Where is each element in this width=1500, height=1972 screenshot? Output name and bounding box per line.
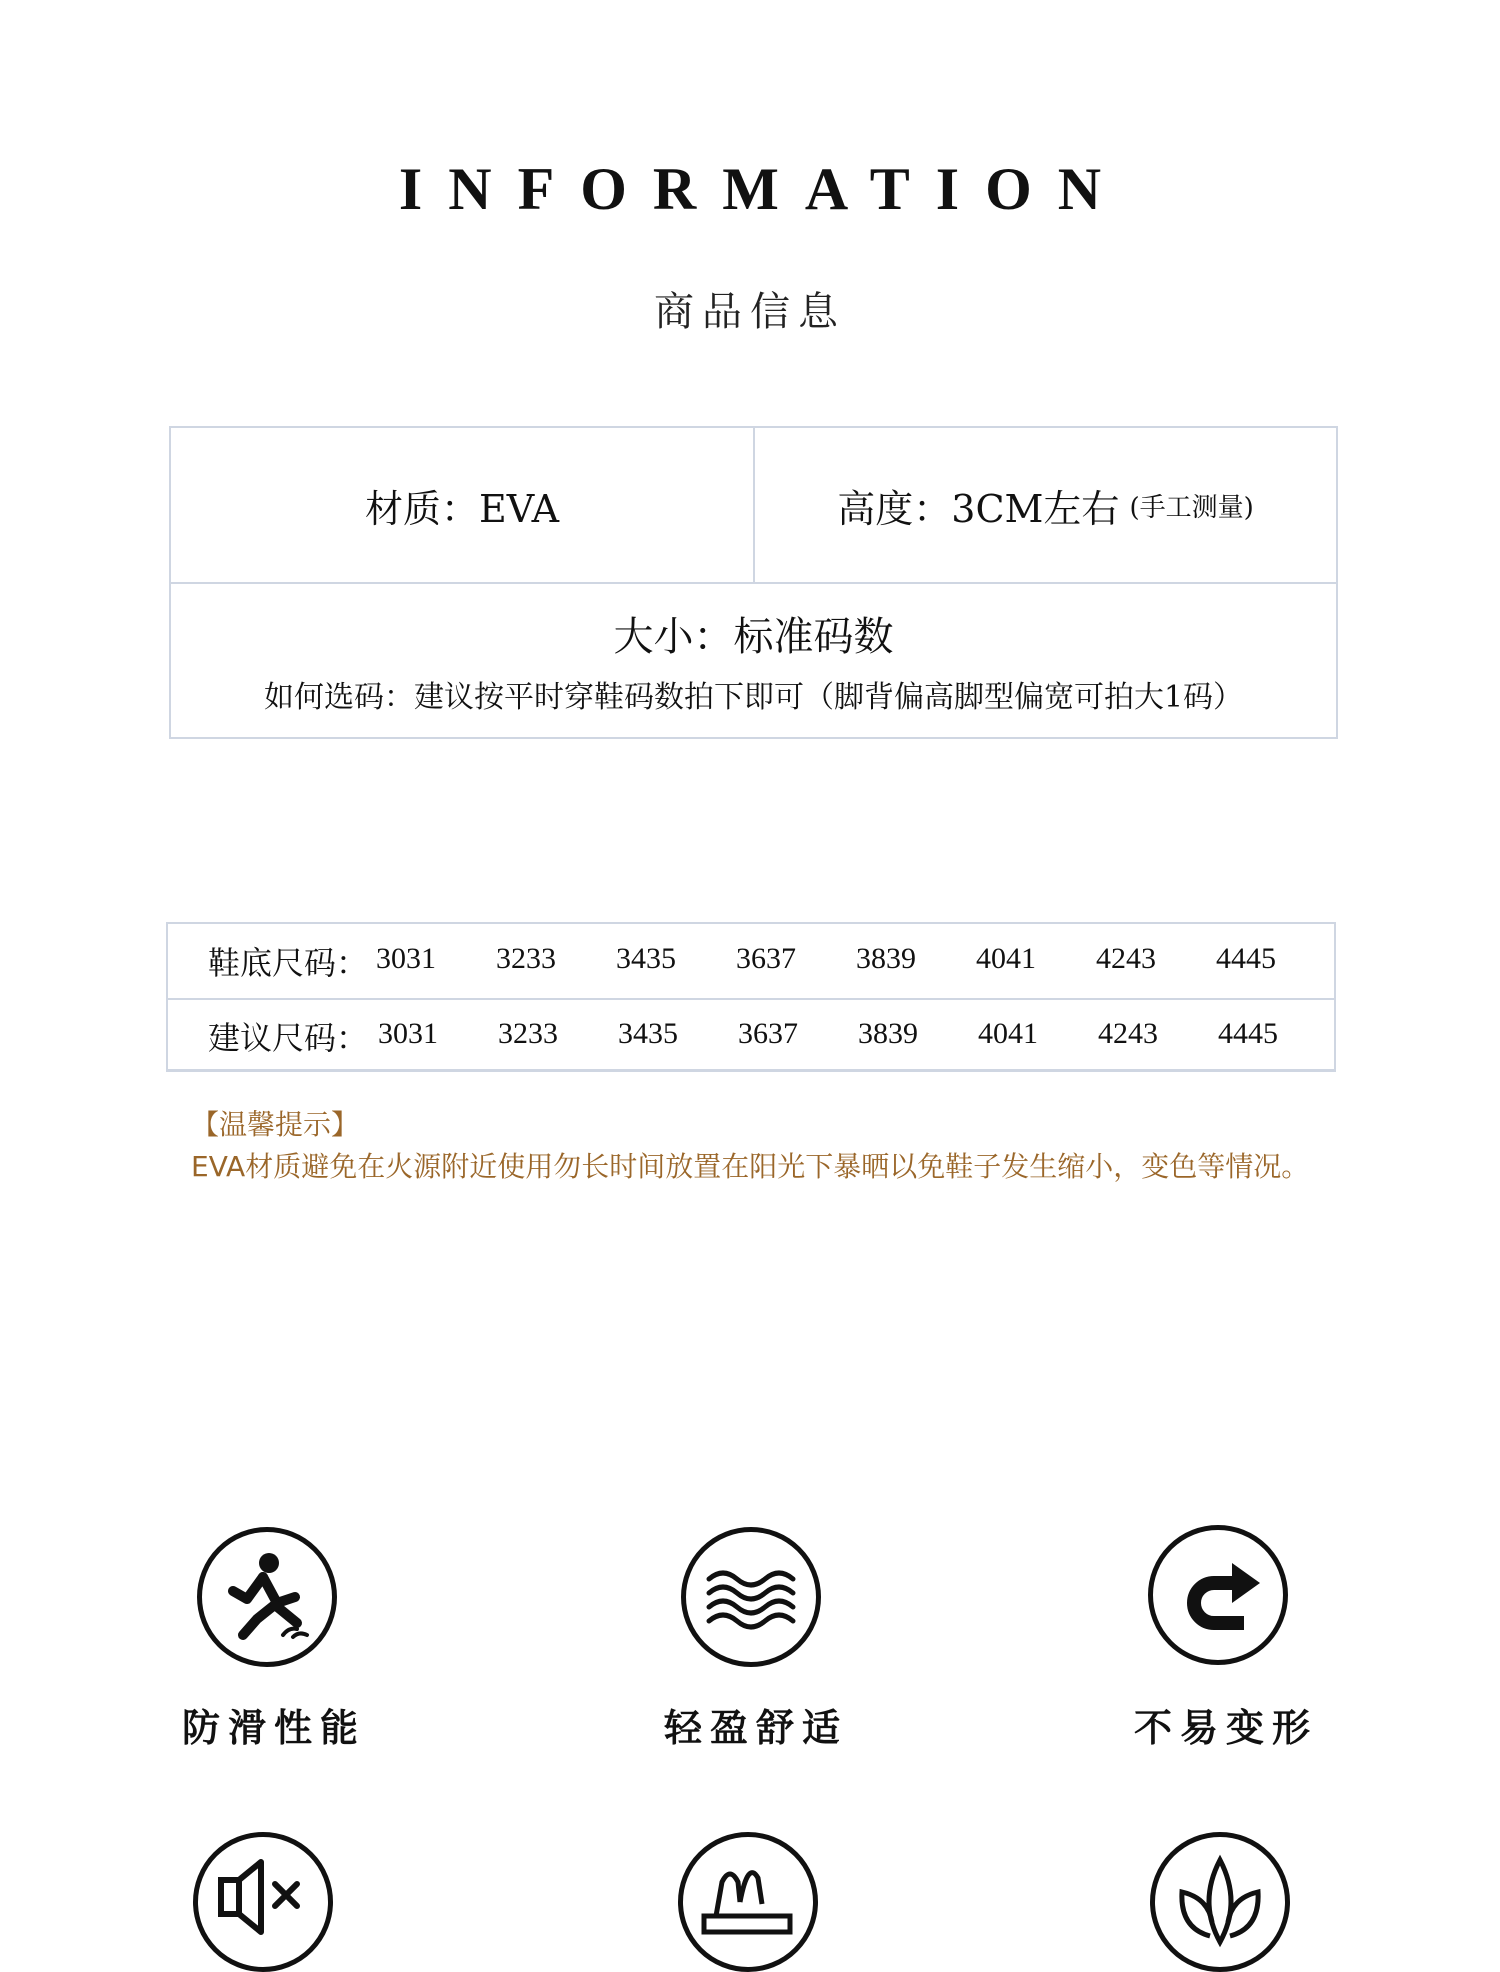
size-cell: 4041 bbox=[976, 942, 1036, 975]
size-cell: 3233 bbox=[496, 942, 556, 975]
size-cell: 3637 bbox=[736, 942, 796, 975]
size-row-recommended bbox=[168, 999, 1334, 1073]
feature-label: 轻盈舒适 bbox=[664, 1706, 849, 1750]
size-cell: 3435 bbox=[616, 942, 676, 975]
size-tip: 如何选码：建议按平时穿鞋码数拍下即可（脚背偏高脚型偏宽可拍大1码） bbox=[263, 680, 1244, 715]
size-cell: 3839 bbox=[856, 942, 916, 975]
material-text: 材质：EVA bbox=[364, 486, 560, 531]
size-cell: 3233 bbox=[498, 1017, 558, 1050]
waves-icon bbox=[681, 1527, 821, 1667]
redo-arrow-icon bbox=[1148, 1525, 1288, 1665]
size-cell bbox=[171, 584, 1336, 737]
size-chart-table bbox=[166, 922, 1336, 1072]
size-cell: 3031 bbox=[378, 1017, 438, 1050]
material-cell bbox=[171, 428, 755, 584]
size-cell: 3839 bbox=[858, 1017, 918, 1050]
size-cell: 3637 bbox=[738, 1017, 798, 1050]
size-row-label: 建议尺码： bbox=[208, 1019, 369, 1057]
leaf-icon bbox=[1150, 1832, 1290, 1972]
size-cell: 4243 bbox=[1098, 1017, 1158, 1050]
size-cell: 4445 bbox=[1218, 1017, 1278, 1050]
size-row-label: 鞋底尺码： bbox=[208, 944, 369, 982]
size-title: 大小：标准码数 bbox=[613, 614, 894, 660]
warm-tip-text: EVA材质避免在火源附近使用勿长时间放置在阳光下暴晒以免鞋子发生缩小，变色等情况。 bbox=[191, 1150, 1310, 1183]
height-note: (手工测量) bbox=[1129, 492, 1254, 523]
size-cell: 4445 bbox=[1216, 942, 1276, 975]
size-cell: 4243 bbox=[1096, 942, 1156, 975]
feature-label: 不易变形 bbox=[1134, 1706, 1319, 1750]
slip-person-icon bbox=[197, 1527, 337, 1667]
size-cell: 3031 bbox=[376, 942, 436, 975]
size-row-sole bbox=[168, 924, 1334, 1000]
size-cell: 3435 bbox=[618, 1017, 678, 1050]
height-text: 高度：3CM左右 bbox=[837, 486, 1120, 531]
info-table bbox=[169, 426, 1338, 739]
mute-speaker-icon bbox=[193, 1832, 333, 1972]
page-title: INFORMATION bbox=[398, 156, 1128, 222]
page-subtitle: 商品信息 bbox=[654, 289, 846, 335]
warm-tip-title: 【温馨提示】 bbox=[191, 1108, 360, 1141]
shoe-icon bbox=[678, 1832, 818, 1972]
size-cell: 4041 bbox=[978, 1017, 1038, 1050]
height-cell bbox=[755, 428, 1336, 584]
feature-label: 防滑性能 bbox=[182, 1706, 367, 1750]
